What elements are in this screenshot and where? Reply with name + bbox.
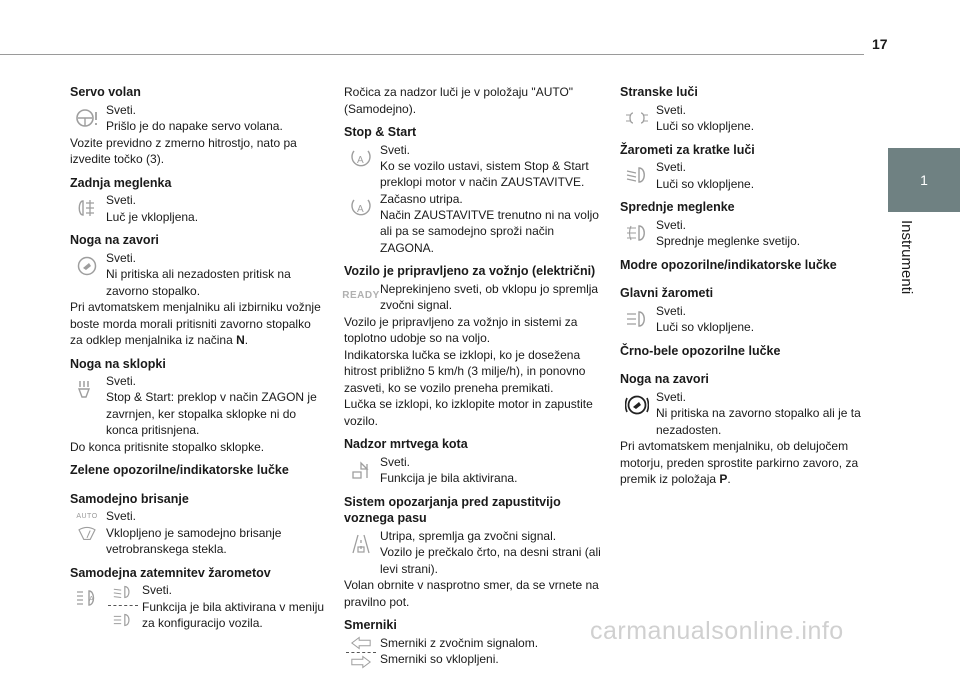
- section-indicators: Smerniki Smerniki z zvočnim signalom. Smerniki so vklopljeni.: [344, 617, 604, 671]
- chapter-label: Instrumenti: [898, 220, 915, 295]
- section-brake: Noga na zavori Sveti. Ni pritiska ali nezadosten pritisk na zavorno stopalko. Pri avtomatskem menjalniku ali izbirniku vožnje boste morda morali pritisniti zavorno stopalko za odklep menjalnika iz načina N.: [70, 233, 321, 347]
- svg-text:A: A: [89, 596, 94, 603]
- brake-foot-dark-icon: [620, 389, 654, 421]
- column-1: [70, 84, 325, 639]
- indicator-left-icon: [350, 636, 372, 650]
- clutch-foot-icon: [70, 373, 104, 405]
- steering-warning-icon: [70, 102, 104, 134]
- stop-start-flash-icon: [344, 191, 378, 223]
- dashed-separator: [346, 652, 376, 653]
- main-beam-icon: [620, 303, 654, 335]
- svg-text:A: A: [357, 154, 364, 166]
- blind-spot-icon: [344, 454, 378, 486]
- section-brake-bw: Noga na zavori Sveti. Ni pritiska na zavorno stopalko ali je ta nezadosten. Pri avtomatskem menjalniku, ob delujočem motorju, preden sprostite parkirno zavoro, za premik iz položaja P.: [620, 372, 861, 486]
- section-lane-departure: Sistem opozarjanja pred zapustitvijo voznega pasu Utripa, spremlja ga zvočni signal. Vozilo je prečkalo črto, na desni strani (ali levi strani). Volan obrnite v nasprotno smer, da se vrnete na pravilno pot.: [344, 494, 601, 609]
- section-clutch: Noga na sklopki Sveti. Stop & Start: preklop v način ZAGON je zavrnjen, ker stopalka sklopke ni do konca pritisnjena. Do konca pritisnite stopalko sklopke.: [70, 356, 317, 454]
- section-blind-spot: Nadzor mrtvega kota Sveti. Funkcija je bila aktivirana.: [344, 437, 518, 485]
- column-3: [620, 84, 870, 495]
- section-auto-wipe: Samodejno brisanje AUTO Sveti. Vklopljeno je samodejno brisanje vetrobranskega stekla.: [70, 491, 282, 556]
- section-dipped-beam: Žarometi za kratke luči Sveti. Luči so vklopljene.: [620, 142, 755, 191]
- column-2: [344, 84, 604, 678]
- rear-fog-icon: [70, 192, 104, 224]
- section-main-beam: Glavni žarometi Sveti. Luči so vklopljene.: [620, 286, 755, 334]
- auto-headlamp-icon: [70, 582, 104, 614]
- headlamp-switch-icons: [106, 582, 140, 630]
- side-lights-icon: [620, 102, 654, 134]
- section-ready: Vozilo je pripravljeno za vožnjo (električni) READY Neprekinjeno sveti, ob vklopu jo spremlja zvočni signal. Vozilo je pripravljeno za vožnjo in sistemi za toplotno udobje so na voljo. Indikatorska lučka se izklopi, ko je dosežena hitrost približno 5 km/h (3 milje/h), in ponovno zasveti, ko se vozilo preneha premikati. Lučka se izklopi, ko izklopite motor in zapustite vozilo.: [342, 264, 599, 428]
- dipped-beam-icon: [620, 159, 654, 191]
- section-side-lights: Stranske luči Sveti. Luči so vklopljene.: [620, 85, 755, 133]
- section-stop-start: Stop & Start A Sveti. Ko se vozilo ustavi, sistem Stop & Start preklopi motor v način ZAUSTAVITVE. A Začasno utripa. Način ZAUSTAVITVE trenutno ni na voljo ali pa se samodejno sproži način ZAGONA.: [344, 125, 599, 255]
- section-rear-fog: Zadnja meglenka Sveti. Luč je vklopljena.: [70, 175, 199, 224]
- dashed-separator: [108, 605, 138, 606]
- auto-wipe-icon: AUTO: [70, 508, 104, 542]
- section-front-fog: Sprednje meglenke Sveti. Sprednje meglenke svetijo.: [620, 200, 801, 248]
- section-servo: Servo volan Sveti. Prišlo je do napake servo volana. Vozite previdno z zmerno hitrostjo, nato pa izvedite točko (3).: [70, 84, 325, 168]
- page-number: 17: [872, 36, 888, 52]
- stop-start-icon: [344, 142, 378, 174]
- header-rule: [0, 54, 864, 55]
- chapter-tab[interactable]: 1: [888, 148, 960, 212]
- svg-text:A: A: [357, 203, 364, 215]
- section-title: Servo volan: [70, 85, 141, 99]
- auto-lever-note: Ročica za nadzor luči je v položaju "AUTO" (Samodejno).: [344, 85, 574, 116]
- main-beam-icon: [112, 613, 134, 627]
- brake-foot-icon: [70, 250, 104, 282]
- lane-departure-icon: [344, 528, 378, 560]
- ready-icon: READY: [342, 290, 380, 302]
- dipped-beam-icon: [112, 585, 134, 599]
- watermark: carmanualsonline.info: [590, 617, 844, 645]
- section-auto-dimming: Samodejna zatemnitev žarometov A Sveti. Funkcija je bila aktivirana v meniju za konfiguracijo vozila.: [70, 565, 325, 630]
- blue-lights-heading: Modre opozorilne/indikatorske lučke: [620, 257, 837, 272]
- bw-lights-heading: Črno-bele opozorilne lučke: [620, 343, 781, 358]
- green-lights-heading: Zelene opozorilne/indikatorske lučke: [70, 463, 289, 477]
- front-fog-icon: [620, 217, 654, 249]
- indicator-icons: [344, 635, 378, 671]
- indicator-right-icon: [350, 655, 372, 669]
